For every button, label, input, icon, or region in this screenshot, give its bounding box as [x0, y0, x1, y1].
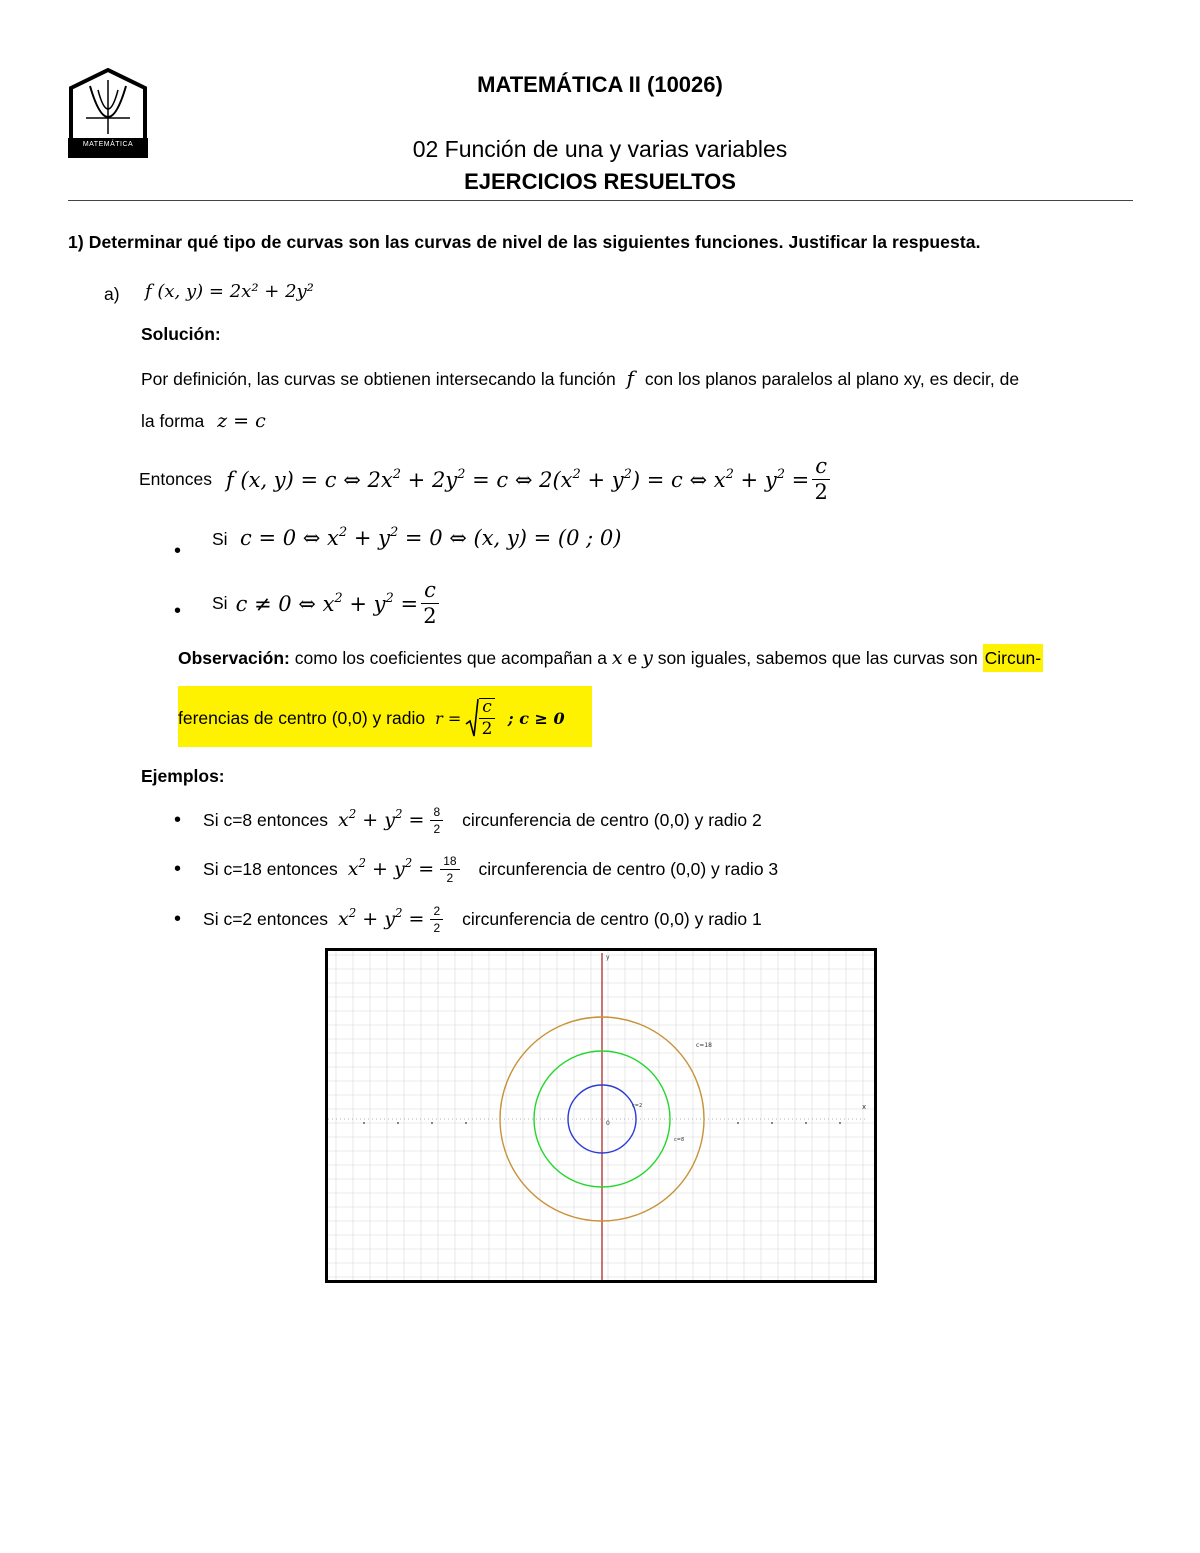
observation-highlight-2: ferencias de centro (0,0) y radio: [178, 707, 426, 728]
example-fraction: [430, 905, 443, 934]
example-item: [174, 852, 778, 886]
function-definition: f (x, y) = 2x² + 2y²: [145, 281, 314, 302]
solution-text-1: Por definición, las curvas se obtienen intersecando la función: [141, 369, 616, 389]
x-tick: [737, 1122, 739, 1124]
example-item: [174, 803, 762, 837]
sqrt-icon: [465, 698, 479, 738]
page-title: MATEMÁTICA II (10026): [477, 72, 723, 97]
logo-label: MATEMÁTICA: [82, 141, 134, 148]
observation-text-c: son iguales, sabemos que las curvas son: [657, 648, 978, 668]
case-nonzero-equation: c ≠ 0 ⇔ $x^2 + y^2$ =: [235, 590, 419, 616]
radius-symbol: r =: [435, 708, 462, 728]
x-tick: [465, 1122, 467, 1124]
observation-line-1: [178, 647, 1043, 669]
section-heading: EJERCICIOS RESUELTOS: [464, 169, 736, 194]
level-curve-equation: [139, 456, 833, 503]
x-tick: [397, 1122, 399, 1124]
example-desc: circunferencia de centro (0,0) y radio 1: [462, 908, 762, 929]
example-num: 8: [430, 806, 443, 821]
then-label: Entonces: [139, 469, 212, 489]
bullet-icon: •: [174, 808, 182, 831]
example-fraction: [430, 806, 443, 835]
header-divider: [68, 200, 1133, 201]
example-prefix: Si c=2 entonces: [203, 908, 329, 929]
example-den: 2: [433, 821, 441, 836]
var-x: x: [611, 647, 623, 669]
graph-canvas: [328, 951, 874, 1280]
solution-label: Solución:: [141, 324, 221, 344]
question-text: 1) Determinar qué tipo de curvas son las curvas de nivel de las siguientes funciones. Justificar la respuesta.: [68, 232, 981, 252]
example-equation: $x^2 + y^2$ =: [338, 905, 425, 930]
bullet-icon: •: [174, 600, 182, 622]
x-axis-label: x: [862, 1103, 867, 1111]
observation-line-2: [178, 698, 565, 738]
example-fraction: [440, 855, 459, 884]
example-desc: circunferencia de centro (0,0) y radio 2: [462, 809, 762, 830]
item-label: a): [104, 284, 120, 304]
observation-text-b: e: [627, 648, 638, 668]
var-y: y: [642, 647, 653, 669]
observation-label: Observación:: [178, 648, 290, 668]
case-zero-equation: c = 0 ⇔ $x^2 + y^2 = 0$ ⇔ (x, y) = (0 ; 0): [240, 524, 622, 550]
label-c18: c=18: [696, 1042, 712, 1049]
example-prefix: Si c=18 entonces: [203, 858, 338, 879]
example-prefix: Si c=8 entonces: [203, 809, 329, 830]
equation-fraction: $\frac{c}{2}$: [812, 456, 830, 503]
function-symbol: f: [626, 366, 635, 390]
example-item: [174, 902, 762, 936]
bullet-icon: •: [174, 540, 182, 562]
case-nonzero: [212, 580, 442, 627]
example-den: 2: [433, 920, 441, 935]
level-curves-graph: [325, 948, 877, 1283]
example-num: 2: [430, 905, 443, 920]
solution-line-1: [141, 366, 1019, 390]
x-tick: [805, 1122, 807, 1124]
equation-body: f (x, y) = c ⇔ $2x^2 + 2y^2 = c$ ⇔ $2(x^2 + y^2) = c$ ⇔ $x^2 + y^2$ =: [225, 466, 810, 492]
example-den: 2: [446, 870, 454, 885]
solution-text-2: la forma: [141, 411, 205, 431]
example-desc: circunferencia de centro (0,0) y radio 3: [478, 858, 779, 879]
observation-highlight-1: Circun-: [983, 644, 1043, 672]
y-axis-label: y: [606, 954, 610, 961]
example-num: 18: [440, 855, 459, 870]
label-c8: c=8: [674, 1137, 685, 1143]
bullet-icon: •: [174, 907, 182, 930]
page-subtitle: 02 Función de una y varias variables: [412, 136, 788, 162]
solution-text-1b: con los planos paralelos al plano xy, es decir, de: [644, 369, 1020, 389]
x-tick: [839, 1122, 841, 1124]
origin-label: 0: [606, 1120, 610, 1127]
x-tick: [431, 1122, 433, 1124]
case-nonzero-prefix: Si: [212, 593, 228, 613]
observation-text: como los coeficientes que acompañan a: [294, 648, 608, 668]
example-equation: $x^2 + y^2$ =: [347, 855, 435, 880]
solution-line-2: [141, 410, 266, 432]
bullet-icon: •: [174, 857, 182, 880]
x-tick: [771, 1122, 773, 1124]
case-zero: [212, 526, 621, 550]
plane-equation: z = c: [217, 410, 266, 432]
examples-label: Ejemplos:: [141, 766, 225, 786]
radius-condition: ; c ≥ 0: [507, 708, 565, 728]
x-tick: [363, 1122, 365, 1124]
label-c2: c=2: [632, 1103, 643, 1109]
case-zero-prefix: Si: [212, 529, 228, 549]
example-equation: $x^2 + y^2$ =: [338, 806, 425, 831]
case-nonzero-fraction: $\frac{c}{2}$: [421, 580, 439, 627]
radius-sqrt: $\frac{c}{2}$: [465, 698, 498, 738]
